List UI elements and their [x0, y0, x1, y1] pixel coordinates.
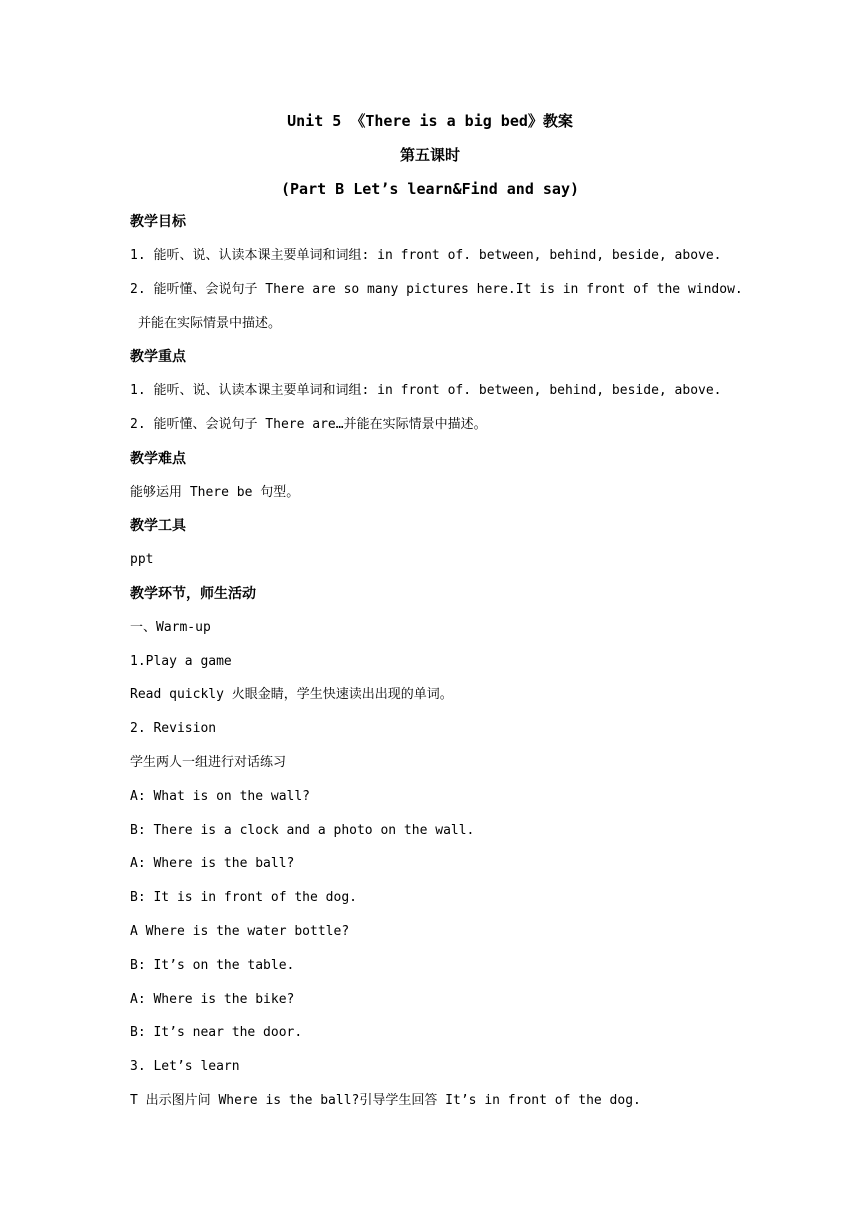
- lesson-number: 第五课时: [399, 146, 460, 164]
- dialogue-line: A: What is on the wall?: [130, 789, 311, 804]
- dialogue-line: B: There is a clock and a photo on the wall.: [130, 823, 475, 838]
- procedure-item-pair-work: 学生两人一组进行对话练习: [130, 755, 287, 770]
- dialogue-line: B: It’s on the table.: [130, 958, 295, 973]
- key-point-line-2: 2. 能听懂、会说句子 There are…并能在实际情景中描述。: [130, 417, 487, 432]
- dialogue-line: A Where is the water bottle?: [130, 924, 350, 939]
- dialogue-line: B: It is in front of the dog.: [130, 890, 357, 905]
- section-heading-tools: 教学工具: [130, 518, 186, 534]
- difficulty-line: 能够运用 There be 句型。: [130, 485, 300, 500]
- section-heading-key-points: 教学重点: [130, 349, 186, 365]
- dialogue-line: A: Where is the ball?: [130, 856, 295, 871]
- procedure-item-revision: 2. Revision: [130, 721, 217, 736]
- objective-line-2: 2. 能听懂、会说句子 There are so many pictures here.It is in front of the window.: [130, 282, 743, 297]
- section-heading-procedure: 教学环节，师生活动: [130, 586, 256, 602]
- tools-line: ppt: [130, 552, 154, 567]
- procedure-item-teacher-shows-picture: T 出示图片问 Where is the ball?引导学生回答 It’s in front of the dog.: [130, 1093, 641, 1108]
- document-title: Unit 5 《There is a big bed》教案: [287, 112, 573, 130]
- dialogue-line: A: Where is the bike?: [130, 992, 295, 1007]
- procedure-item-play-game: 1.Play a game: [130, 654, 232, 669]
- section-heading-objectives: 教学目标: [130, 214, 186, 230]
- dialogue-line: B: It’s near the door.: [130, 1025, 303, 1040]
- procedure-step-warmup: 一、Warm-up: [130, 620, 211, 635]
- procedure-item-lets-learn: 3. Let’s learn: [130, 1059, 240, 1074]
- lesson-part: (Part B Let’s learn&Find and say): [280, 180, 579, 198]
- section-heading-difficulties: 教学难点: [130, 451, 186, 467]
- objective-line-1: 1. 能听、说、认读本课主要单词和词组: in front of. between, behind, beside, above.: [130, 248, 722, 263]
- key-point-line-1: 1. 能听、说、认读本课主要单词和词组: in front of. between, behind, beside, above.: [130, 383, 722, 398]
- procedure-item-read-quickly: Read quickly 火眼金睛，学生快速读出出现的单词。: [130, 687, 453, 702]
- objective-line-2-continued: 并能在实际情景中描述。: [138, 316, 282, 331]
